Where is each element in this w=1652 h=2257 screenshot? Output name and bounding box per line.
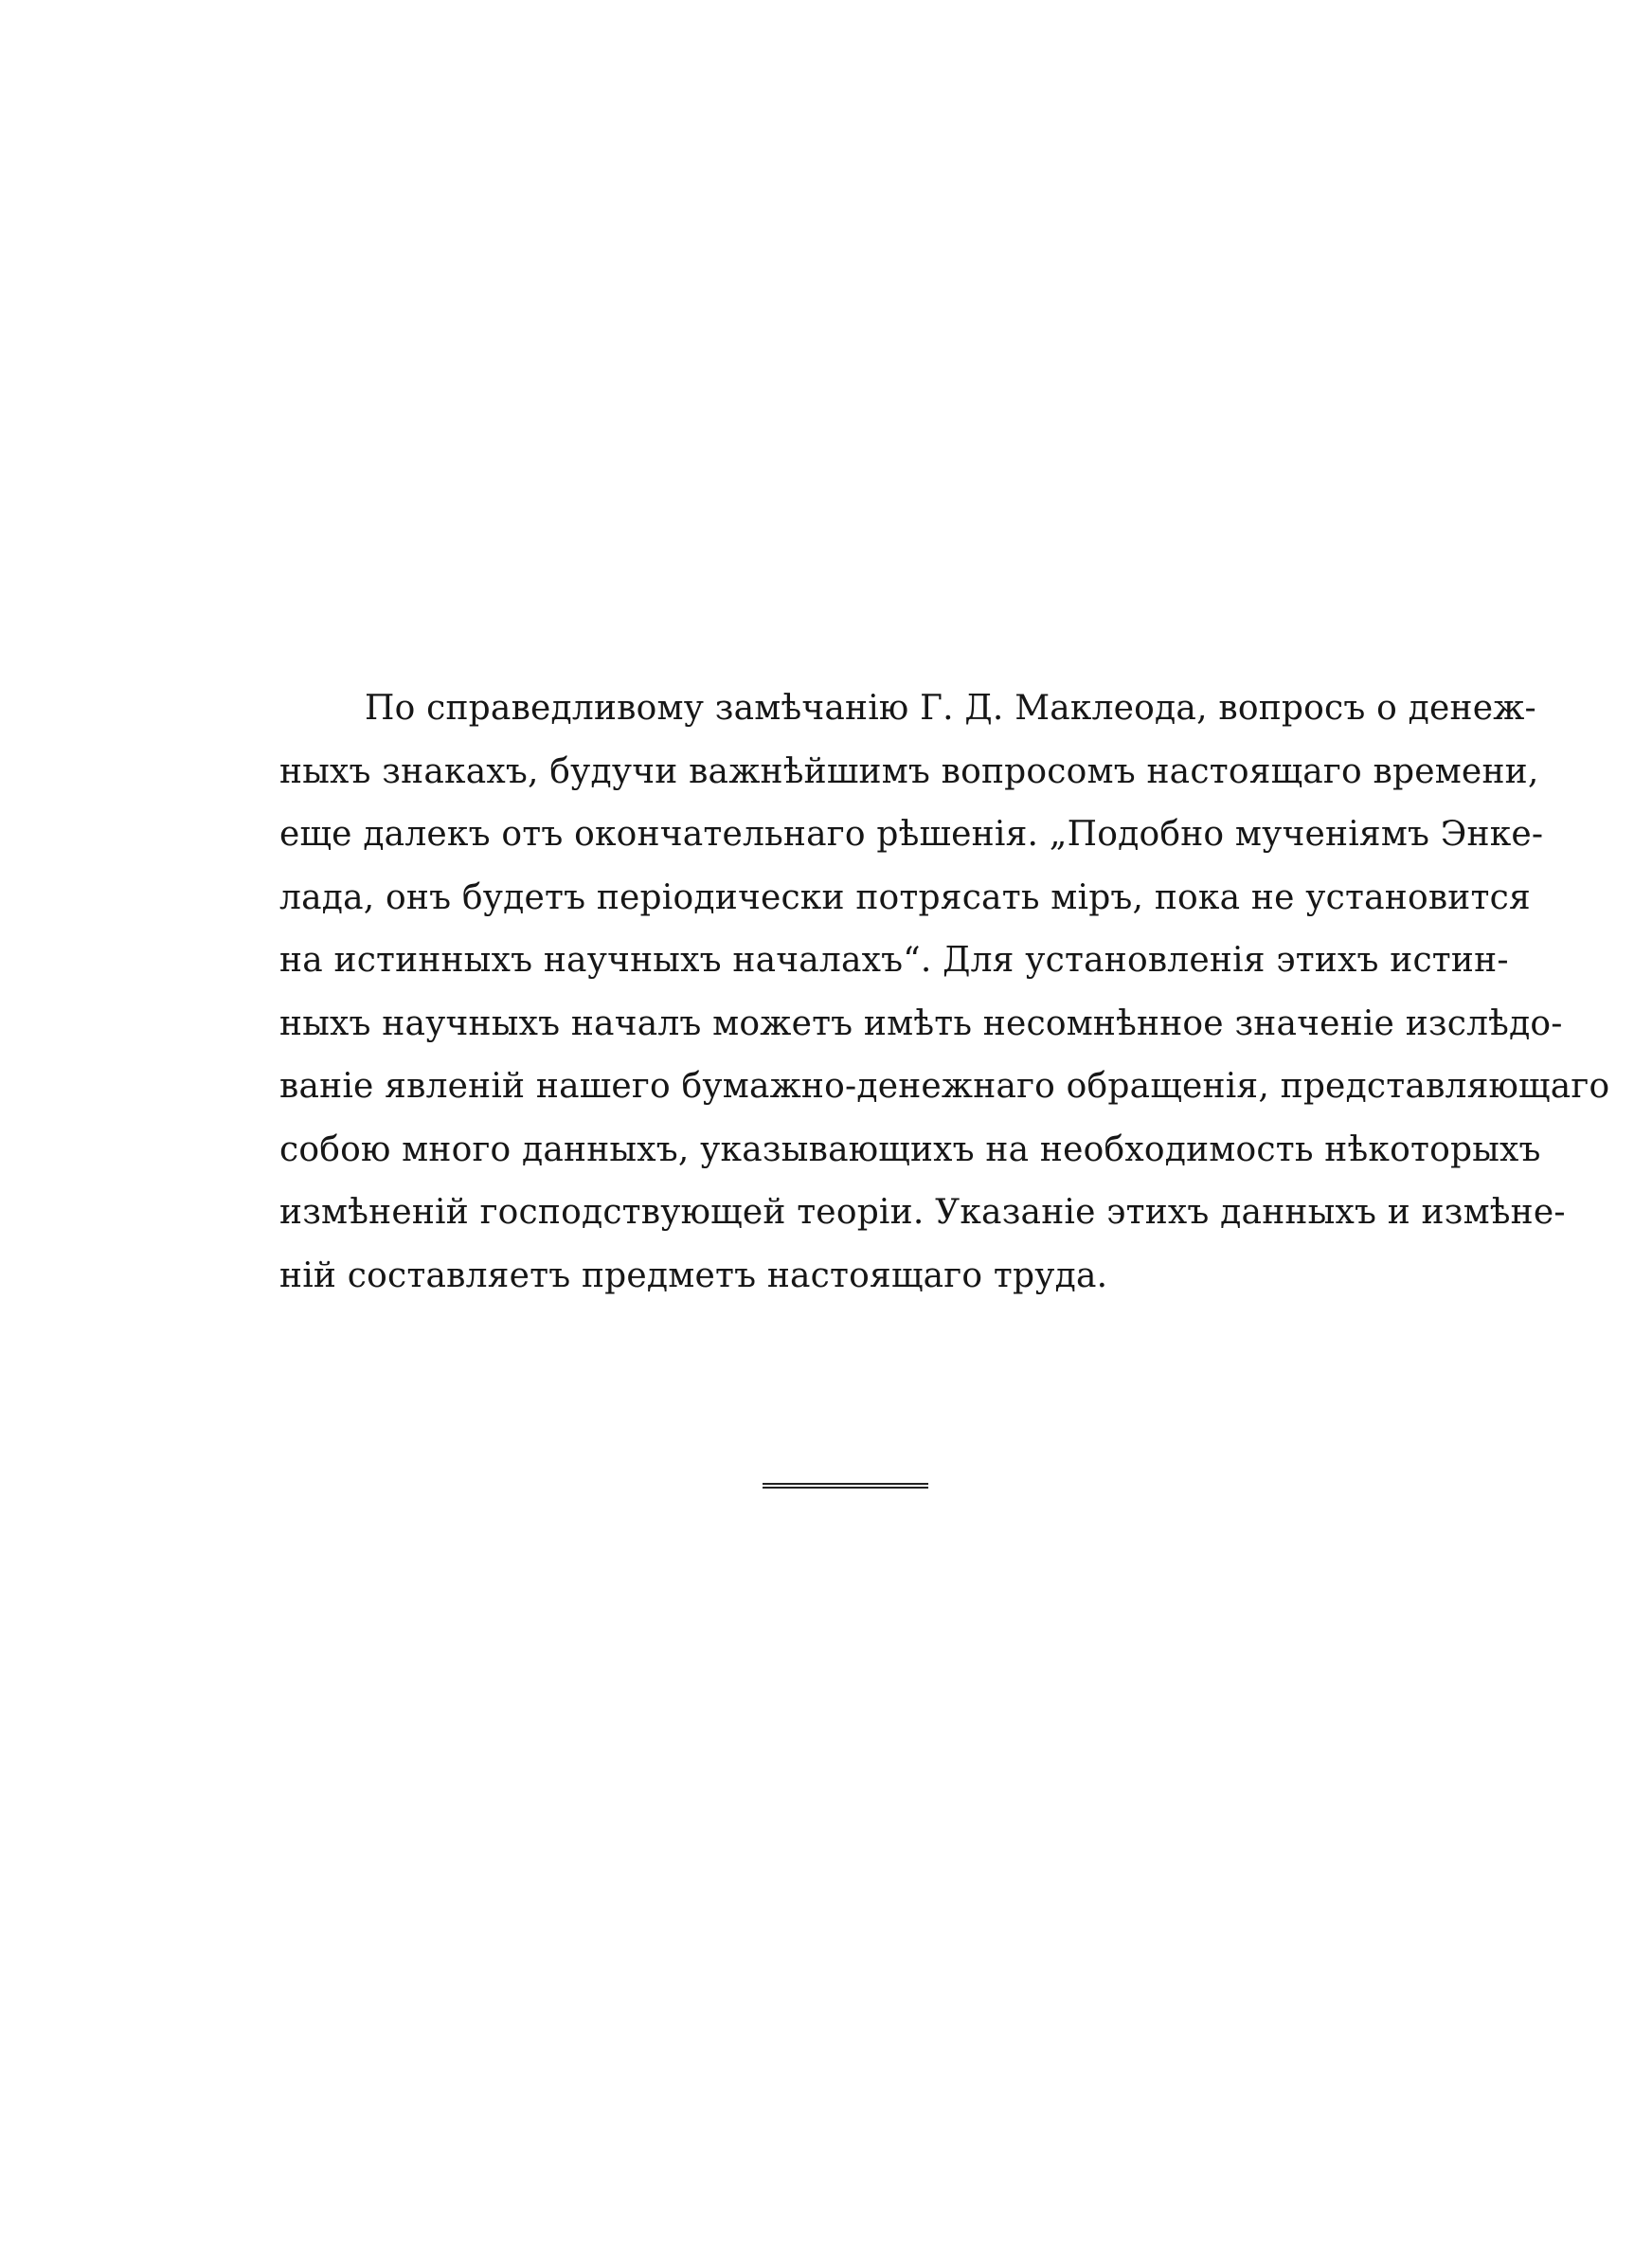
paragraph-line: По справедливому замѣчанію Г. Д. Маклеода, вопросъ о денеж- bbox=[365, 689, 1536, 728]
section-end-rule bbox=[763, 1483, 928, 1489]
paragraph-line: лада, онъ будетъ періодически потрясать міръ, пока не установится bbox=[279, 877, 1531, 917]
body-paragraph bbox=[279, 677, 1610, 1308]
paragraph-line: ній составляетъ предметъ настоящаго труда. bbox=[279, 1255, 1108, 1295]
paragraph-line: ваніе явленій нашего бумажно-денежнаго обращенія, представляющаго bbox=[279, 1067, 1610, 1106]
paragraph-line: еще далекъ отъ окончательнаго рѣшенія. „Подобно мученіямъ Энке- bbox=[279, 815, 1544, 854]
paragraph-line: собою много данныхъ, указывающихъ на необходимость нѣкоторыхъ bbox=[279, 1129, 1541, 1169]
paragraph-line: ныхъ знакахъ, будучи важнѣйшимъ вопросомъ настоящаго времени, bbox=[279, 751, 1539, 791]
paragraph-line: измѣненій господствующей теоріи. Указаніе этихъ данныхъ и измѣне- bbox=[279, 1193, 1566, 1232]
paragraph-line: ныхъ научныхъ началъ можетъ имѣть несомнѣнное значеніе изслѣдо- bbox=[279, 1003, 1563, 1043]
rule-line-top bbox=[763, 1483, 928, 1485]
paragraph-line: на истинныхъ научныхъ началахъ“. Для установленія этихъ истин- bbox=[279, 941, 1509, 980]
rule-line-bottom bbox=[763, 1487, 928, 1489]
